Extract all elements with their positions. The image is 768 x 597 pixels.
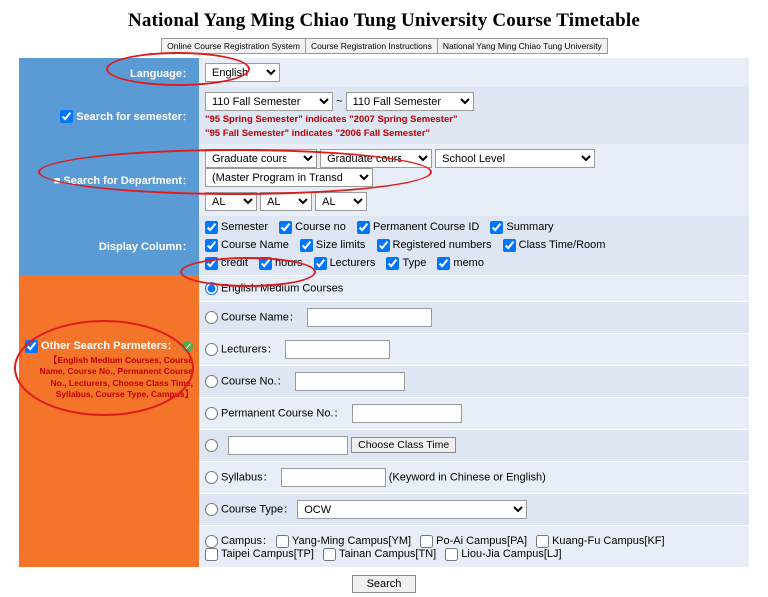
english-medium-radio[interactable] [205, 282, 218, 295]
semester-note-2: "95 Fall Semester" indicates "2006 Fall Semester" [205, 128, 431, 139]
display-col-class-time-room-label: Class Time/Room [518, 239, 606, 252]
department-select-small-1[interactable] [205, 192, 257, 211]
department-marker-icon: ■ [53, 175, 61, 187]
row-display-column [19, 216, 749, 275]
display-column-line-2 [205, 239, 739, 252]
display-col-registered-numbers[interactable] [377, 239, 496, 251]
display-col-size-limits[interactable] [300, 239, 370, 251]
department-select-small-3[interactable] [315, 192, 367, 211]
campus-option-tp[interactable] [205, 548, 314, 560]
display-col-course-no-label: Course no [295, 221, 346, 234]
display-col-course-name-label: Course Name [221, 239, 289, 252]
campus-kf-label: Kuang-Fu Campus[KF] [552, 535, 665, 547]
display-col-lecturers-label: Lecturers [329, 257, 376, 270]
campus-ym-checkbox[interactable] [276, 535, 289, 548]
permanent-course-no-label: Permanent Course No.： [221, 407, 345, 420]
nav-link-registration-instructions[interactable]: Course Registration Instructions [305, 38, 438, 54]
semester-note-1: "95 Spring Semester" indicates "2007 Spring Semester" [205, 114, 458, 125]
other-parameters-field [199, 275, 749, 567]
department-label-cell [19, 144, 199, 216]
campus-tp-label: Taipei Campus[TP] [221, 548, 314, 561]
department-select-2[interactable] [320, 149, 432, 168]
campus-lj-label: Liou-Jia Campus[LJ] [461, 548, 562, 561]
syllabus-radio[interactable] [205, 471, 218, 484]
campus-pa-checkbox[interactable] [420, 535, 433, 548]
display-column-line-3 [205, 257, 739, 270]
display-col-course-no-checkbox[interactable] [279, 221, 292, 234]
display-col-summary-label: Summary [506, 221, 554, 234]
display-col-semester[interactable] [205, 221, 272, 233]
department-field [199, 144, 749, 216]
display-col-memo-label: memo [453, 257, 484, 270]
campus-option-tn[interactable] [323, 548, 436, 560]
search-button[interactable]: Search [352, 575, 417, 593]
display-col-memo-checkbox[interactable] [437, 257, 450, 270]
display-col-course-no[interactable] [279, 221, 350, 233]
display-col-credit-checkbox[interactable] [205, 257, 218, 270]
display-col-credit-label: credit [221, 257, 248, 270]
display-col-permanent-course-id-label: Permanent Course ID [372, 221, 480, 234]
other-parameters-checkbox[interactable] [25, 340, 38, 353]
campus-option-lj[interactable] [445, 548, 561, 560]
display-col-registered-numbers-label: Registered numbers [392, 239, 492, 252]
display-column-field [199, 216, 749, 275]
display-col-class-time-room-checkbox[interactable] [503, 239, 516, 252]
other-parameters-hint: 【English Medium Courses, Course Name, Course No., Permanent Course No., Lecturers, Choose Class Time, Syllabus, Course Type, Campus】 [39, 355, 193, 400]
display-col-type-label: Type [402, 257, 427, 270]
course-type-radio[interactable] [205, 503, 218, 516]
display-col-type-checkbox[interactable] [386, 257, 399, 270]
display-col-lecturers[interactable] [314, 257, 380, 269]
check-circle-icon [182, 341, 193, 352]
course-no-input[interactable] [295, 372, 405, 391]
other-english-medium-row [199, 275, 749, 301]
display-col-hours[interactable] [259, 257, 307, 269]
lecturers-input[interactable] [285, 340, 390, 359]
course-no-radio[interactable] [205, 375, 218, 388]
other-course-name-row [199, 301, 749, 333]
display-col-credit[interactable] [205, 257, 252, 269]
display-col-registered-numbers-checkbox[interactable] [377, 239, 390, 252]
campus-radio[interactable] [205, 535, 218, 548]
semester-field [199, 87, 749, 144]
course-no-label: Course No.： [221, 375, 288, 388]
semester-to-select[interactable] [346, 92, 474, 111]
display-column-line-1 [205, 221, 739, 234]
display-col-hours-checkbox[interactable] [259, 257, 272, 270]
campus-ym-label: Yang-Ming Campus[YM] [292, 535, 412, 547]
department-select-4[interactable] [205, 168, 373, 187]
english-medium-label: English Medium Courses [221, 282, 344, 295]
other-course-no-row [199, 365, 749, 397]
display-col-hours-label: hours [274, 257, 303, 270]
semester-label: Search for semester： [76, 110, 193, 123]
display-col-summary-checkbox[interactable] [490, 221, 503, 234]
language-label: Language： [19, 58, 199, 87]
display-col-memo[interactable] [437, 257, 488, 269]
syllabus-label: Syllabus： [221, 471, 274, 484]
course-type-select[interactable] [297, 500, 527, 519]
other-campus-row [199, 525, 749, 567]
page-title: National Yang Ming Chiao Tung University Course Timetable [128, 10, 640, 31]
choose-class-time-button[interactable]: Choose Class Time [351, 437, 456, 453]
campus-option-kf[interactable] [536, 535, 665, 547]
campus-kf-checkbox[interactable] [536, 535, 549, 548]
department-select-1[interactable] [205, 149, 317, 168]
search-form [19, 58, 749, 567]
display-col-size-limits-checkbox[interactable] [300, 239, 313, 252]
display-column-label: Display Column： [19, 216, 199, 275]
display-col-semester-checkbox[interactable] [205, 221, 218, 234]
display-col-class-time-room[interactable] [503, 239, 610, 251]
class-time-radio[interactable] [205, 439, 218, 452]
other-syllabus-row [199, 461, 749, 493]
campus-option-pa[interactable] [420, 535, 527, 547]
search-form-container [0, 58, 768, 567]
display-col-permanent-course-id-checkbox[interactable] [357, 221, 370, 234]
display-col-semester-label: Semester [221, 221, 269, 234]
campus-tn-checkbox[interactable] [323, 548, 336, 561]
top-navbar [0, 38, 768, 54]
nav-link-university[interactable]: National Yang Ming Chiao Tung University [437, 38, 608, 54]
other-permanent-course-no-row [199, 397, 749, 429]
other-parameters-label-cell [19, 275, 199, 567]
row-semester [19, 87, 749, 144]
search-button-container [0, 567, 768, 597]
language-select[interactable] [205, 63, 280, 82]
syllabus-hint: (Keyword in Chinese or English) [388, 471, 546, 484]
semester-separator: ~ [336, 95, 343, 108]
display-col-type[interactable] [386, 257, 430, 269]
lecturers-label: Lecturers： [221, 343, 278, 356]
row-department [19, 144, 749, 216]
other-course-type-row [199, 493, 749, 525]
display-col-course-name-checkbox[interactable] [205, 239, 218, 252]
language-field [199, 58, 749, 87]
display-col-permanent-course-id[interactable] [357, 221, 483, 233]
nav-link-registration-system[interactable]: Online Course Registration System [161, 38, 306, 54]
display-col-course-name[interactable] [205, 239, 293, 251]
course-name-label: Course Name： [221, 311, 300, 324]
campus-label: Campus： [221, 535, 273, 547]
row-language [19, 58, 749, 87]
department-select-3[interactable] [435, 149, 595, 168]
campus-option-ym[interactable] [276, 535, 411, 547]
permanent-course-no-input[interactable] [352, 404, 462, 423]
other-lecturers-row [199, 333, 749, 365]
course-type-label: Course Type： [221, 503, 295, 516]
semester-label-cell [19, 87, 199, 144]
display-col-lecturers-checkbox[interactable] [314, 257, 327, 270]
campus-pa-label: Po-Ai Campus[PA] [436, 535, 527, 547]
syllabus-input[interactable] [281, 468, 386, 487]
lecturers-radio[interactable] [205, 343, 218, 356]
course-name-input[interactable] [307, 308, 432, 327]
other-class-time-row [199, 429, 749, 461]
row-other-parameters [19, 275, 749, 567]
campus-tn-label: Tainan Campus[TN] [339, 548, 437, 561]
class-time-input[interactable] [228, 436, 348, 455]
display-col-summary[interactable] [490, 221, 557, 233]
course-name-radio[interactable] [205, 311, 218, 324]
semester-from-select[interactable] [205, 92, 333, 111]
permanent-course-no-radio[interactable] [205, 407, 218, 420]
display-col-size-limits-label: Size limits [315, 239, 366, 252]
semester-checkbox[interactable] [60, 110, 73, 123]
campus-lj-checkbox[interactable] [445, 548, 458, 561]
department-select-small-2[interactable] [260, 192, 312, 211]
other-parameters-label: Other Search Parmeters： [41, 340, 178, 352]
department-label: Search for Department： [63, 175, 193, 187]
campus-tp-checkbox[interactable] [205, 548, 218, 561]
